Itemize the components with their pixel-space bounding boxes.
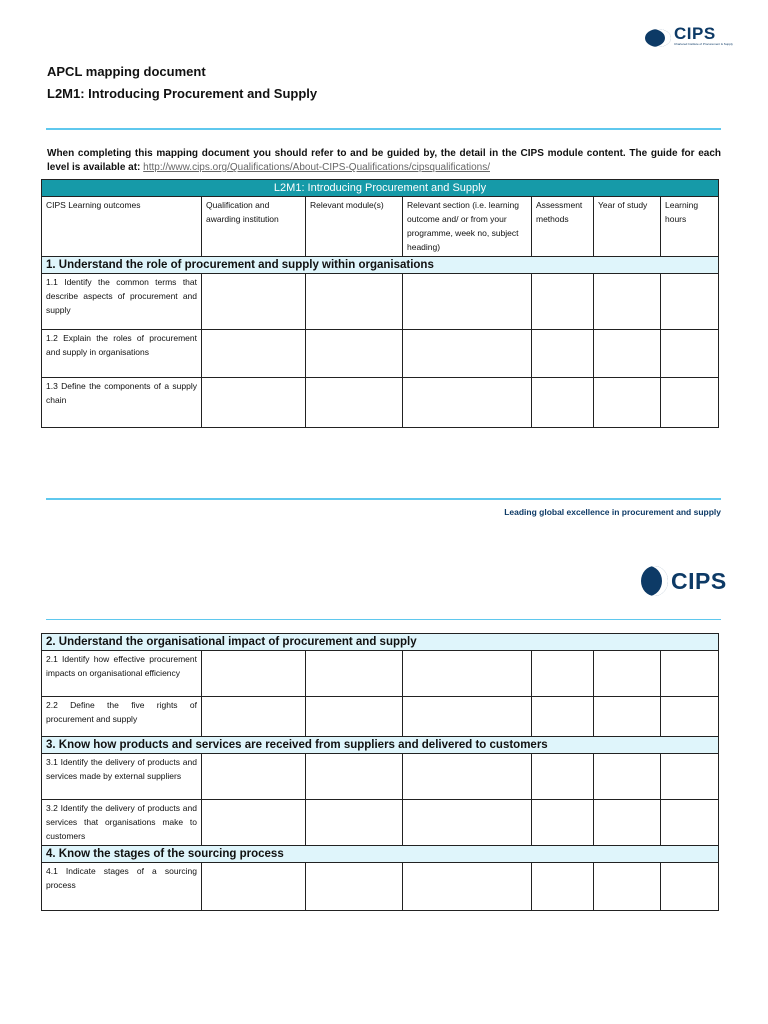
- assessment-cell[interactable]: [532, 651, 594, 697]
- qualification-cell[interactable]: [202, 697, 306, 737]
- section-cell[interactable]: [403, 378, 532, 428]
- intro-paragraph: [47, 147, 721, 175]
- table-row: [42, 863, 719, 911]
- column-header-relevant-section: Relevant section (i.e. learning outcome and/ or from your programme, week no, subject heading): [403, 197, 532, 257]
- learning-outcome-3-1: 3.1 Identify the delivery of products and services made by external suppliers: [42, 754, 202, 800]
- section-cell[interactable]: [403, 863, 532, 911]
- year-cell[interactable]: [594, 330, 661, 378]
- footer-rule: [46, 498, 721, 500]
- table-row: [42, 800, 719, 846]
- learning-outcome-4-1: 4.1 Indicate stages of a sourcing process: [42, 863, 202, 911]
- column-header-learning-outcomes: CIPS Learning outcomes: [42, 197, 202, 257]
- hours-cell[interactable]: [661, 754, 719, 800]
- section-cell[interactable]: [403, 697, 532, 737]
- year-cell[interactable]: [594, 651, 661, 697]
- qualification-cell[interactable]: [202, 651, 306, 697]
- cips-logo-text: CIPS: [671, 567, 727, 594]
- modules-cell[interactable]: [306, 378, 403, 428]
- hours-cell[interactable]: [661, 651, 719, 697]
- assessment-cell[interactable]: [532, 378, 594, 428]
- learning-outcome-2-1: 2.1 Identify how effective procurement impacts on organisational efficiency: [42, 651, 202, 697]
- cips-swirl-icon: [645, 29, 671, 47]
- modules-cell[interactable]: [306, 274, 403, 330]
- cips-swirl-icon: [641, 566, 668, 596]
- cips-qualifications-link[interactable]: http://www.cips.org/Qualifications/About-CIPS-Qualifications/cipsqualifications/: [143, 162, 490, 173]
- year-cell[interactable]: [594, 800, 661, 846]
- section-heading-3: 3. Know how products and services are received from suppliers and delivered to customers: [42, 737, 719, 754]
- assessment-cell[interactable]: [532, 330, 594, 378]
- hours-cell[interactable]: [661, 697, 719, 737]
- section-cell[interactable]: [403, 800, 532, 846]
- section-cell[interactable]: [403, 651, 532, 697]
- modules-cell[interactable]: [306, 800, 403, 846]
- cips-logo-text: CIPS: [674, 24, 716, 43]
- table-row: [42, 697, 719, 737]
- table-row: [42, 754, 719, 800]
- section-heading-4: 4. Know the stages of the sourcing process: [42, 846, 719, 863]
- year-cell[interactable]: [594, 863, 661, 911]
- cips-logo-subtext: Chartered Institute of Procurement & Supply: [674, 42, 733, 46]
- column-header-year-of-study: Year of study: [594, 197, 661, 257]
- assessment-cell[interactable]: [532, 754, 594, 800]
- qualification-cell[interactable]: [202, 330, 306, 378]
- qualification-cell[interactable]: [202, 863, 306, 911]
- qualification-cell[interactable]: [202, 378, 306, 428]
- modules-cell[interactable]: [306, 754, 403, 800]
- top-rule: [46, 128, 721, 130]
- hours-cell[interactable]: [661, 378, 719, 428]
- column-header-learning-hours: Learning hours: [661, 197, 719, 257]
- hours-cell[interactable]: [661, 863, 719, 911]
- learning-outcome-1-3: 1.3 Define the components of a supply chain: [42, 378, 202, 428]
- qualification-cell[interactable]: [202, 800, 306, 846]
- learning-outcome-3-2: 3.2 Identify the delivery of products and services that organisations make to customers: [42, 800, 202, 846]
- qualification-cell[interactable]: [202, 754, 306, 800]
- table-row: [42, 274, 719, 330]
- section-heading-1: 1. Understand the role of procurement and supply within organisations: [42, 257, 719, 274]
- page2-rule: [46, 619, 721, 620]
- column-header-qualification: Qualification and awarding institution: [202, 197, 306, 257]
- section-cell[interactable]: [403, 330, 532, 378]
- column-header-modules: Relevant module(s): [306, 197, 403, 257]
- hours-cell[interactable]: [661, 274, 719, 330]
- cips-logo: [645, 26, 734, 50]
- modules-cell[interactable]: [306, 330, 403, 378]
- table-row: [42, 330, 719, 378]
- mapping-table-part2: [41, 633, 719, 911]
- year-cell[interactable]: [594, 274, 661, 330]
- document-subtitle: L2M1: Introducing Procurement and Supply: [47, 86, 318, 101]
- year-cell[interactable]: [594, 754, 661, 800]
- table-row: [42, 651, 719, 697]
- qualification-cell[interactable]: [202, 274, 306, 330]
- intro-text: When completing this mapping document you should refer to and be guided by, the detail in the CIPS module content. The guide for each level is available at:: [47, 148, 721, 173]
- modules-cell[interactable]: [306, 863, 403, 911]
- hours-cell[interactable]: [661, 800, 719, 846]
- modules-cell[interactable]: [306, 651, 403, 697]
- footer-tagline: Leading global excellence in procurement and supply: [504, 507, 721, 517]
- hours-cell[interactable]: [661, 330, 719, 378]
- learning-outcome-1-2: 1.2 Explain the roles of procurement and supply in organisations: [42, 330, 202, 378]
- modules-cell[interactable]: [306, 697, 403, 737]
- assessment-cell[interactable]: [532, 863, 594, 911]
- year-cell[interactable]: [594, 378, 661, 428]
- cips-logo-page2: [641, 566, 727, 596]
- document-title: APCL mapping document: [47, 64, 206, 79]
- assessment-cell[interactable]: [532, 800, 594, 846]
- column-header-assessment-methods: Assessment methods: [532, 197, 594, 257]
- table-row: [42, 378, 719, 428]
- learning-outcome-2-2: 2.2 Define the five rights of procurement and supply: [42, 697, 202, 737]
- section-cell[interactable]: [403, 754, 532, 800]
- year-cell[interactable]: [594, 697, 661, 737]
- section-heading-2: 2. Understand the organisational impact of procurement and supply: [42, 634, 719, 651]
- assessment-cell[interactable]: [532, 697, 594, 737]
- table-title: L2M1: Introducing Procurement and Supply: [42, 180, 719, 197]
- assessment-cell[interactable]: [532, 274, 594, 330]
- mapping-table-part1: [41, 179, 719, 428]
- learning-outcome-1-1: 1.1 Identify the common terms that describe aspects of procurement and supply: [42, 274, 202, 330]
- section-cell[interactable]: [403, 274, 532, 330]
